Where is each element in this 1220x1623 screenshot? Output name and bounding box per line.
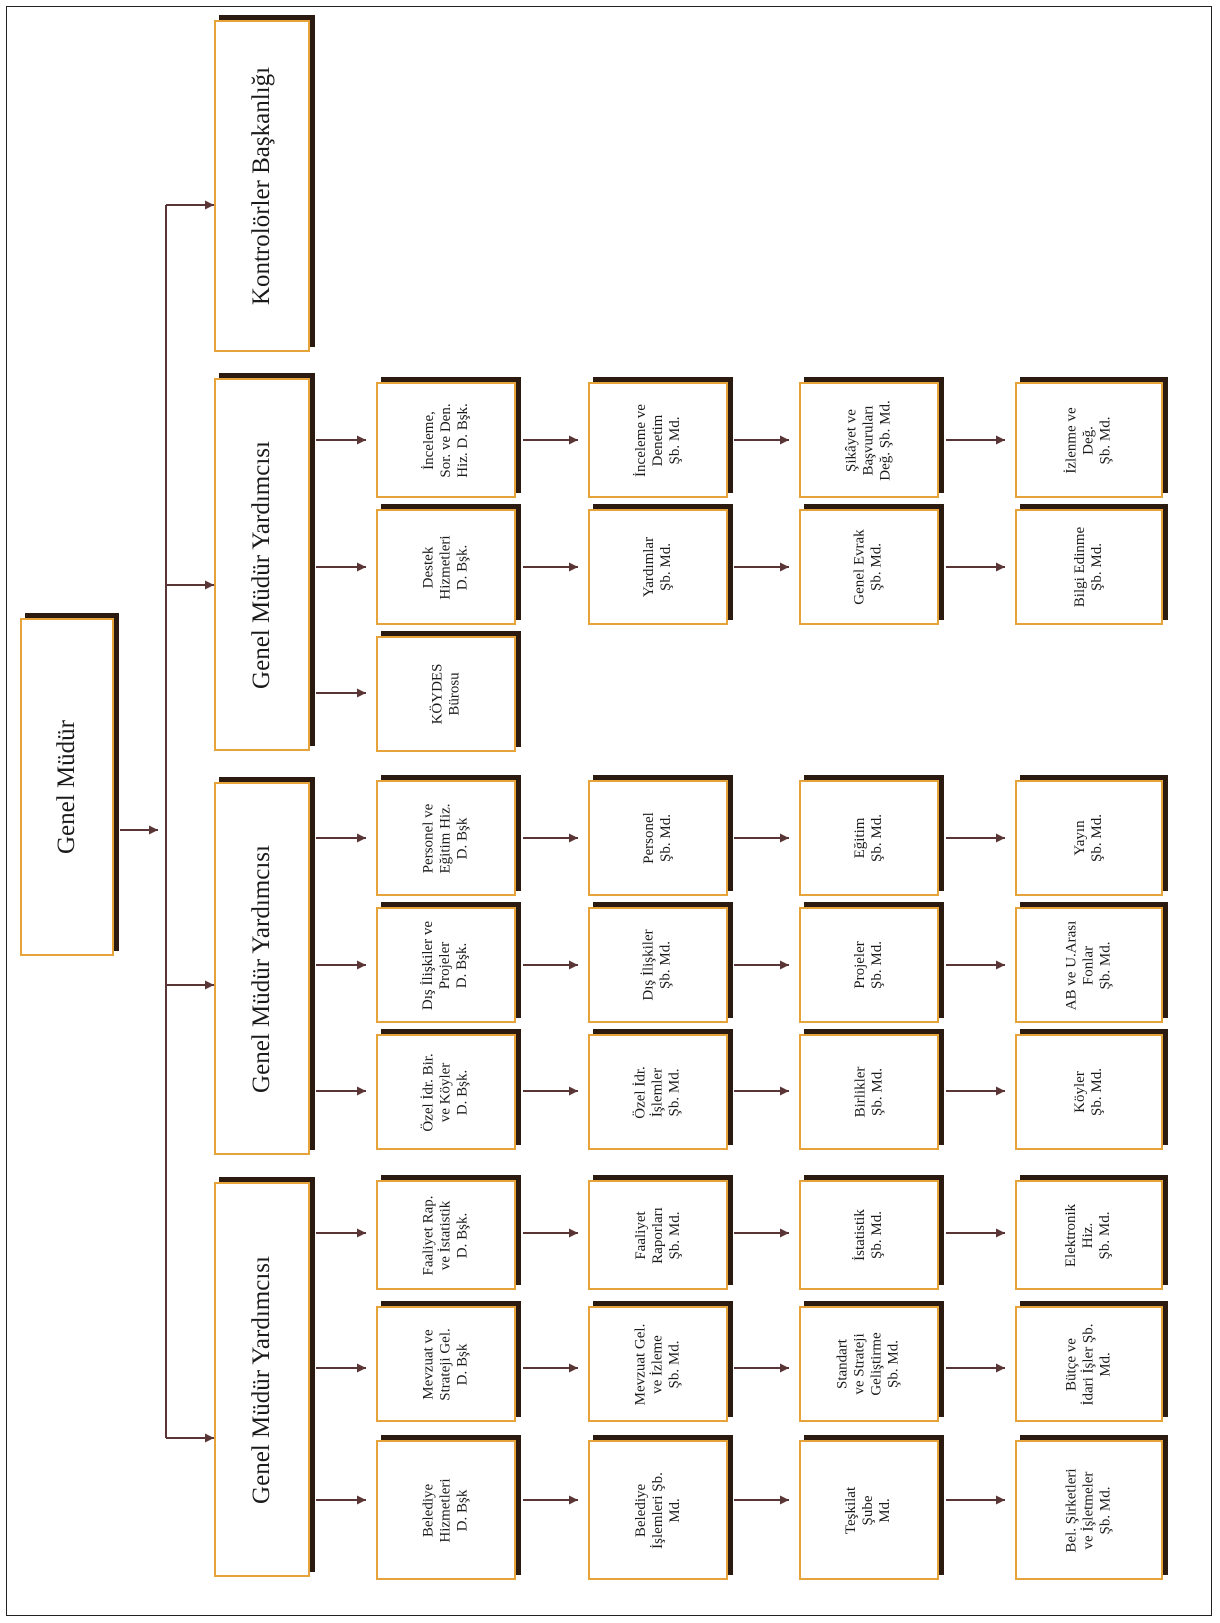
unit-label: Faaliyet Raporları Şb. Md. <box>632 1206 683 1264</box>
unit-box <box>588 1306 728 1422</box>
unit-box <box>376 1180 516 1290</box>
unit-box <box>799 1180 939 1290</box>
unit-box <box>1015 1180 1163 1290</box>
unit-box <box>799 907 939 1023</box>
unit-label: Yayın Şb. Md. <box>1072 814 1105 862</box>
gmy-label-1: Genel Müdür Yardımcısı <box>248 440 275 689</box>
unit-label: Bel. Şirketleri ve İşletmeler Şb. Md. <box>1063 1467 1114 1553</box>
unit-label: Standart ve Strateji Geliştirme Şb. Md. <box>834 1332 902 1396</box>
unit-label: Projeler Şb. Md. <box>852 941 885 989</box>
genel-mudur-box <box>20 618 114 956</box>
unit-label: Faaliyet Rap. ve İstatistik D. Bşk. <box>420 1195 471 1275</box>
unit-label: Özel İdr. Bir. ve Köyler D. Bşk. <box>420 1052 471 1132</box>
unit-box <box>1015 780 1163 896</box>
gmy-box-1 <box>214 378 310 751</box>
unit-label: İzlenme ve Değ. Şb. Md. <box>1063 406 1114 474</box>
unit-label: Özel İdr. İşlemler Şb. Md. <box>632 1065 683 1119</box>
unit-label: Personel ve Eğitim Hiz. D. Bşk <box>420 803 471 873</box>
unit-label: Teşkilat Şube Md. <box>843 1486 894 1534</box>
unit-label: AB ve U.Arası Fonlar Şb. Md. <box>1063 920 1114 1010</box>
unit-label: Dış İlişkiler ve Projeler D. Bşk. <box>420 920 471 1010</box>
unit-label: Yardımlar Şb. Md. <box>640 536 674 598</box>
unit-label: Mevzuat ve Strateji Gel. D. Bşk <box>420 1327 471 1401</box>
unit-box <box>588 1034 728 1150</box>
unit-box <box>799 382 939 498</box>
unit-box <box>588 509 728 625</box>
unit-label: Belediye İşlemleri Şb. Md. <box>632 1471 683 1549</box>
unit-box <box>588 907 728 1023</box>
unit-box <box>376 907 516 1023</box>
unit-label: Belediye Hizmetleri D. Bşk <box>420 1477 471 1543</box>
kontrolorler-baskanligi-label: Kontrolörler Başkanlığı <box>248 66 275 306</box>
unit-box <box>376 1440 516 1580</box>
unit-label: Bütçe ve İdari İşler Şb. Md. <box>1063 1322 1114 1406</box>
unit-box <box>588 780 728 896</box>
unit-box <box>1015 1306 1163 1422</box>
unit-box <box>376 1034 516 1150</box>
genel-mudur-label: Genel Müdür <box>53 720 80 854</box>
unit-label: Köyler Şb. Md. <box>1072 1068 1105 1116</box>
unit-box <box>588 1180 728 1290</box>
unit-label: Dış İlişkiler Şb. Md. <box>641 929 674 1001</box>
unit-box <box>799 1440 939 1580</box>
unit-label: Birlikler Şb. Md. <box>851 1066 885 1118</box>
kontrolorler-baskanligi-box <box>214 20 310 352</box>
unit-label: Mevzuat Gel. ve İzleme Şb. Md. <box>632 1323 683 1405</box>
unit-label: Destek Hizmetleri D. Bşk. <box>420 534 471 600</box>
unit-box <box>376 1306 516 1422</box>
unit-box <box>1015 907 1163 1023</box>
unit-box <box>588 1440 728 1580</box>
unit-box <box>1015 1440 1163 1580</box>
unit-label: İstatistik Şb. Md. <box>851 1209 885 1261</box>
unit-box <box>376 509 516 625</box>
unit-label: İnceleme ve Denetim Şb. Md. <box>632 403 683 477</box>
gmy-label-2: Genel Müdür Yardımcısı <box>248 844 275 1093</box>
unit-label: Şikâyet ve Başvuruları Değ. Şb. Md. <box>843 399 894 481</box>
unit-box <box>376 780 516 896</box>
unit-label: Elektronik Hiz. Şb. Md. <box>1063 1203 1114 1267</box>
unit-box <box>1015 509 1163 625</box>
unit-box <box>799 780 939 896</box>
unit-box <box>799 1306 939 1422</box>
unit-label: KÖYDES Bürosu <box>429 663 462 725</box>
gmy-label-3: Genel Müdür Yardımcısı <box>248 1255 275 1504</box>
unit-box <box>376 382 516 498</box>
unit-label: İnceleme, Sor. ve Den. Hiz. D. Bşk. <box>420 402 471 478</box>
gmy-box-3 <box>214 1182 310 1577</box>
unit-box <box>799 509 939 625</box>
unit-box <box>588 382 728 498</box>
unit-label: Personel Şb. Md. <box>640 812 674 864</box>
unit-label: Eğitim Şb. Md. <box>852 814 885 862</box>
unit-box <box>1015 382 1163 498</box>
koydes-burosu-box <box>376 636 516 752</box>
unit-box <box>799 1034 939 1150</box>
gmy-box-2 <box>214 782 310 1155</box>
unit-label: Genel Evrak Şb. Md. <box>851 529 885 605</box>
unit-label: Bilgi Edinme Şb. Md. <box>1071 526 1105 608</box>
unit-box <box>1015 1034 1163 1150</box>
